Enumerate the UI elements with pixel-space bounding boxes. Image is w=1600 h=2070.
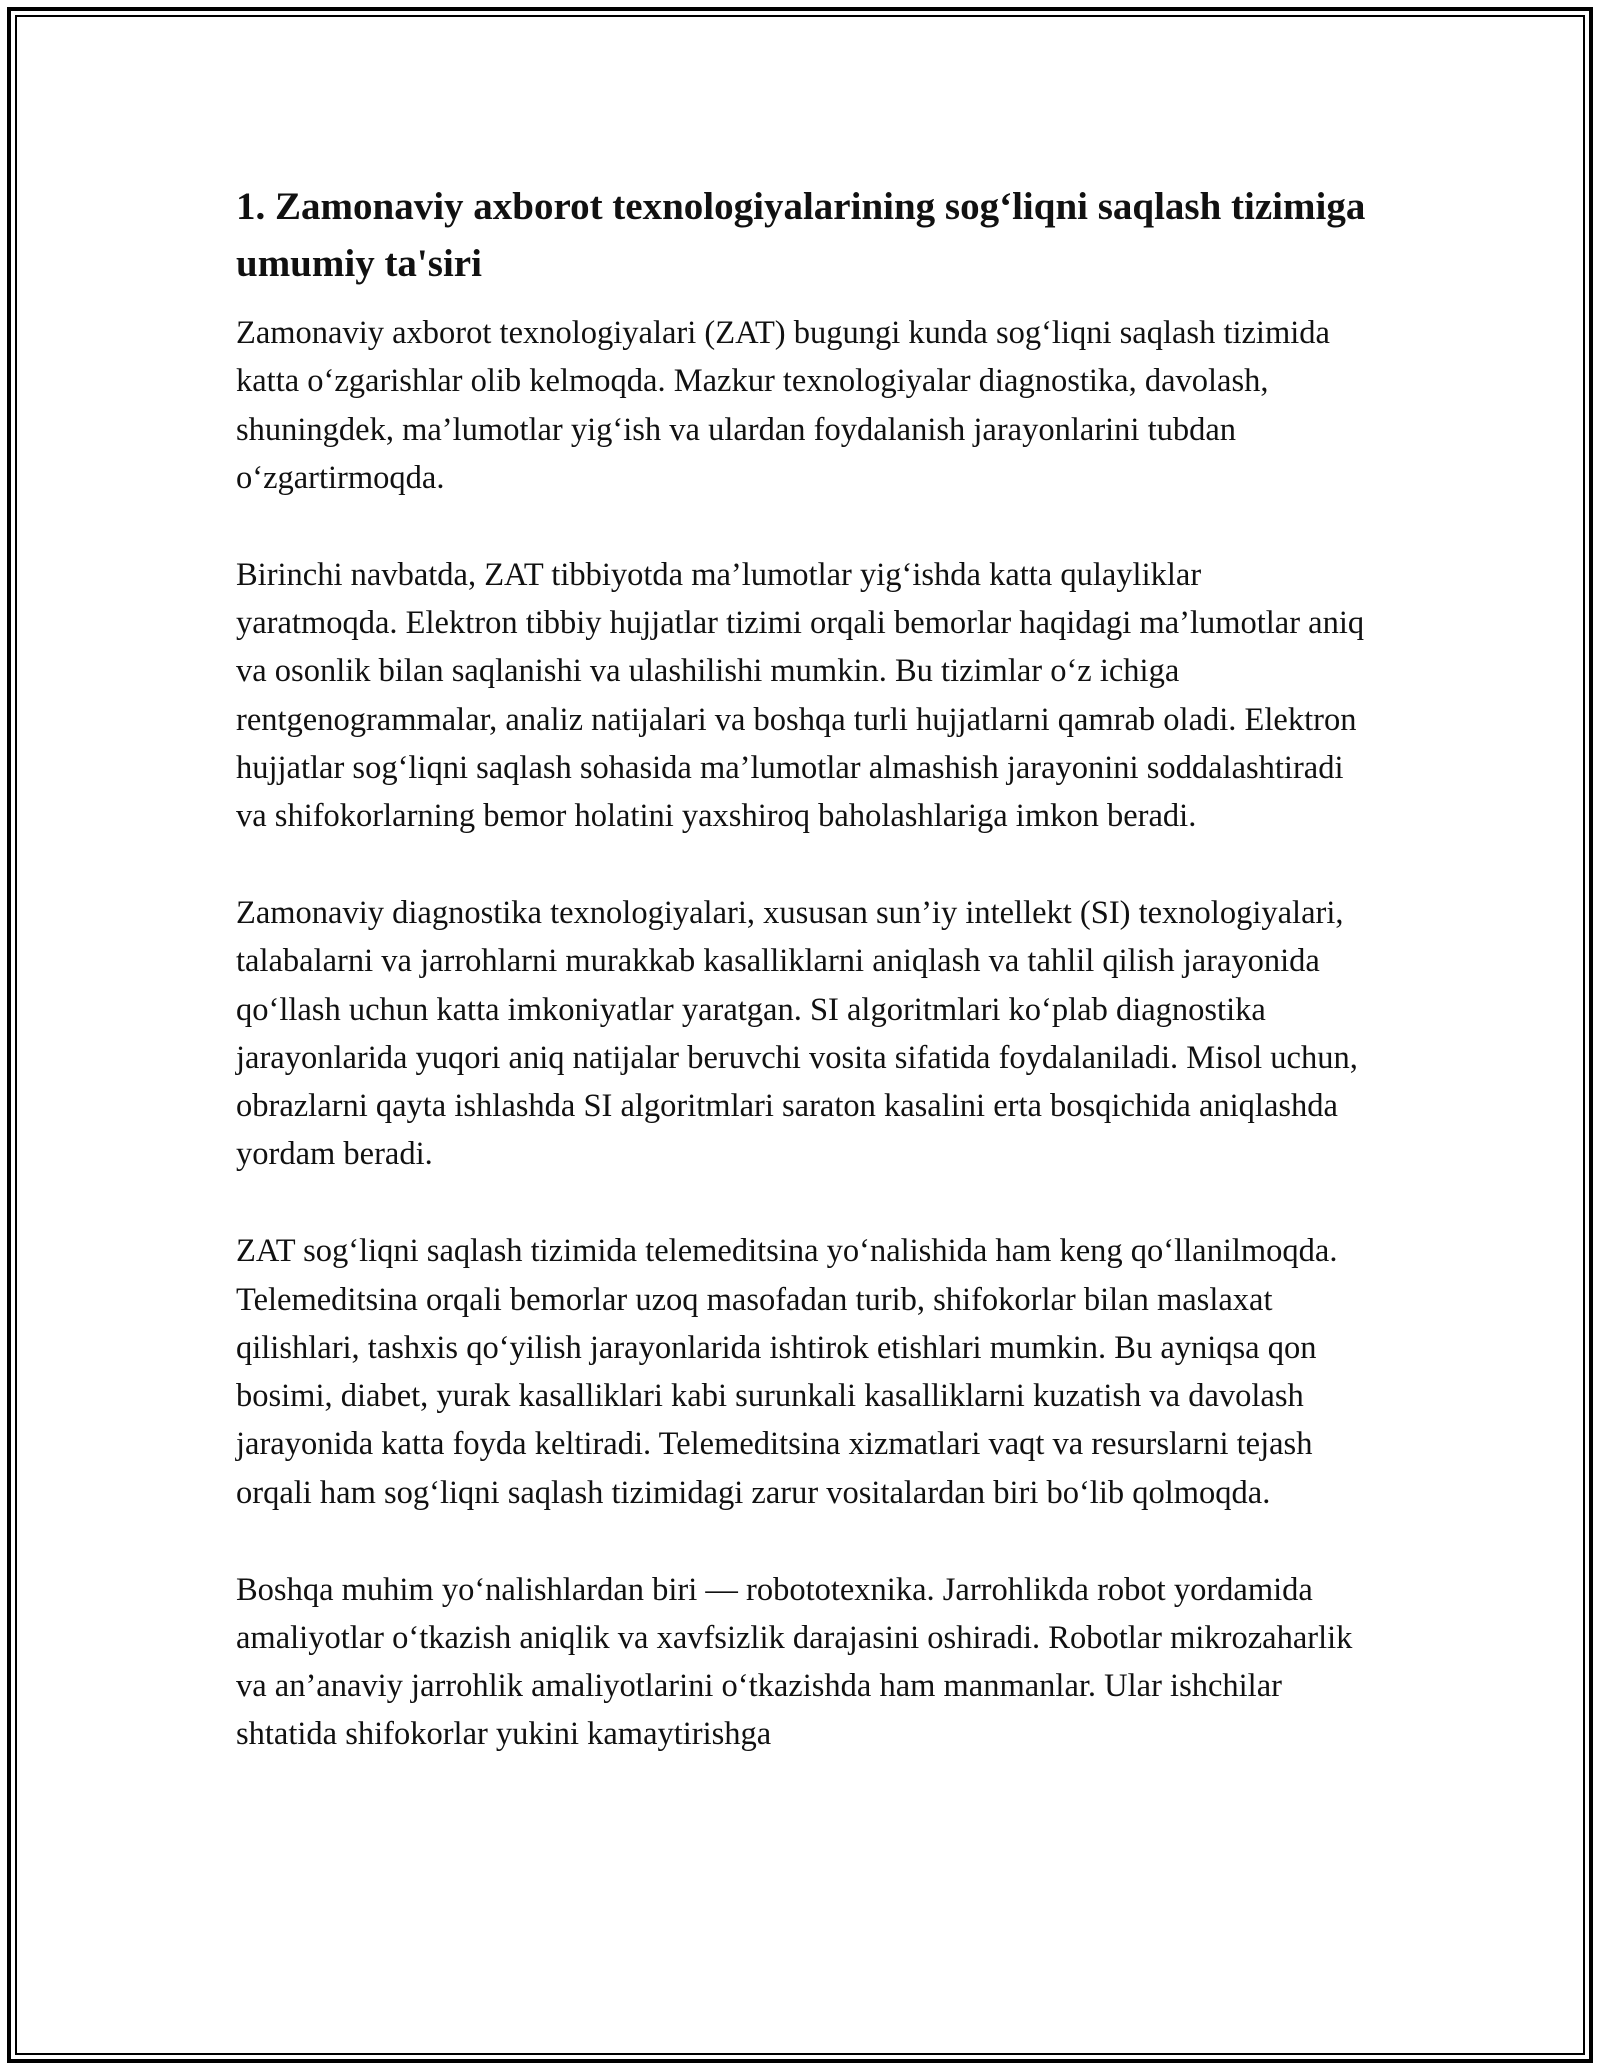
paragraph-electronic-records: Birinchi navbatda, ZAT tibbiyotda ma’lumotlar yig‘ishda katta qulayliklar yaratmoqda. Elektron tibbiy hujjatlar tizimi orqali bemorlar haqidagi ma’lumotlar aniq va osonlik bilan saqlanishi va ulashilishi mumkin. Bu tizimlar o‘z ichiga rentgenogrammalar, analiz natijalari va boshqa turli hujjatlarni qamrab oladi. Elektron hujjatlar sog‘liqni saqlash sohasida ma’lumotlar almashish jarayonini soddalashtiradi va shifokorlarning bemor holatini yaxshiroq baholashlariga imkon beradi.	[236, 556, 1365, 835]
paragraph-ai-diagnostics: Zamonaviy diagnostika texnologiyalari, xususan sun’iy intellekt (SI) texnologiyalari, talabalarni va jarrohlarni murakkab kasalliklarni aniqlash va tahlil qilish jarayonida qo‘llash uchun katta imkoniyatlar yaratgan. SI algoritmlari ko‘plab diagnostika jarayonlarida yuqori aniq natijalar beruvchi vosita sifatida foydalaniladi. Misol uchun, obrazlarni qayta ishlashda SI algoritmlari saraton kasalini erta bosqichida aniqlashda yordam beradi.	[236, 894, 1358, 1173]
paragraph-robotics: Boshqa muhim yo‘nalishlardan biri — robototexnika. Jarrohlikda robot yordamida amaliyotlar o‘tkazish aniqlik va xavfsizlik darajasini oshiradi. Robotlar mikrozaharlik va an’anaviy jarrohlik amaliyotlarini o‘tkazishda ham manmanlar. Ular ishchilar shtatida shifokorlar yukini kamaytirishga	[236, 1571, 1353, 1753]
section-heading: 1. Zamonaviy axborot texnologiyalarining sog‘liqni saqlash tizimiga umumiy ta'siri	[236, 185, 1366, 285]
paragraph-telemedicine: ZAT sog‘liqni saqlash tizimida telemeditsina yo‘nalishida ham keng qo‘llanilmoqda. Telemeditsina orqali bemorlar uzoq masofadan turib, shifokorlar bilan maslaxat qilishlari, tashxis qo‘yilish jarayonlarida ishtirok etishlari mumkin. Bu ayniqsa qon bosimi, diabet, yurak kasalliklari kabi surunkali kasalliklarni kuzatish va davolash jarayonida katta foyda keltiradi. Telemeditsina xizmatlari vaqt va resurslarni tejash orqali ham sog‘liqni saqlash tizimidagi zarur vositalardan biri bo‘lib qolmoqda.	[236, 1233, 1338, 1511]
document-body	[236, 178, 1366, 1807]
paragraph-intro: Zamonaviy axborot texnologiyalari (ZAT) bugungi kunda sog‘liqni saqlash tizimida katta o‘zgarishlar olib kelmoqda. Mazkur texnologiyalar diagnostika, davolash, shuningdek, ma’lumotlar yig‘ish va ulardan foydalanish jarayonlarini tubdan o‘zgartirmoqda.	[236, 315, 1330, 496]
